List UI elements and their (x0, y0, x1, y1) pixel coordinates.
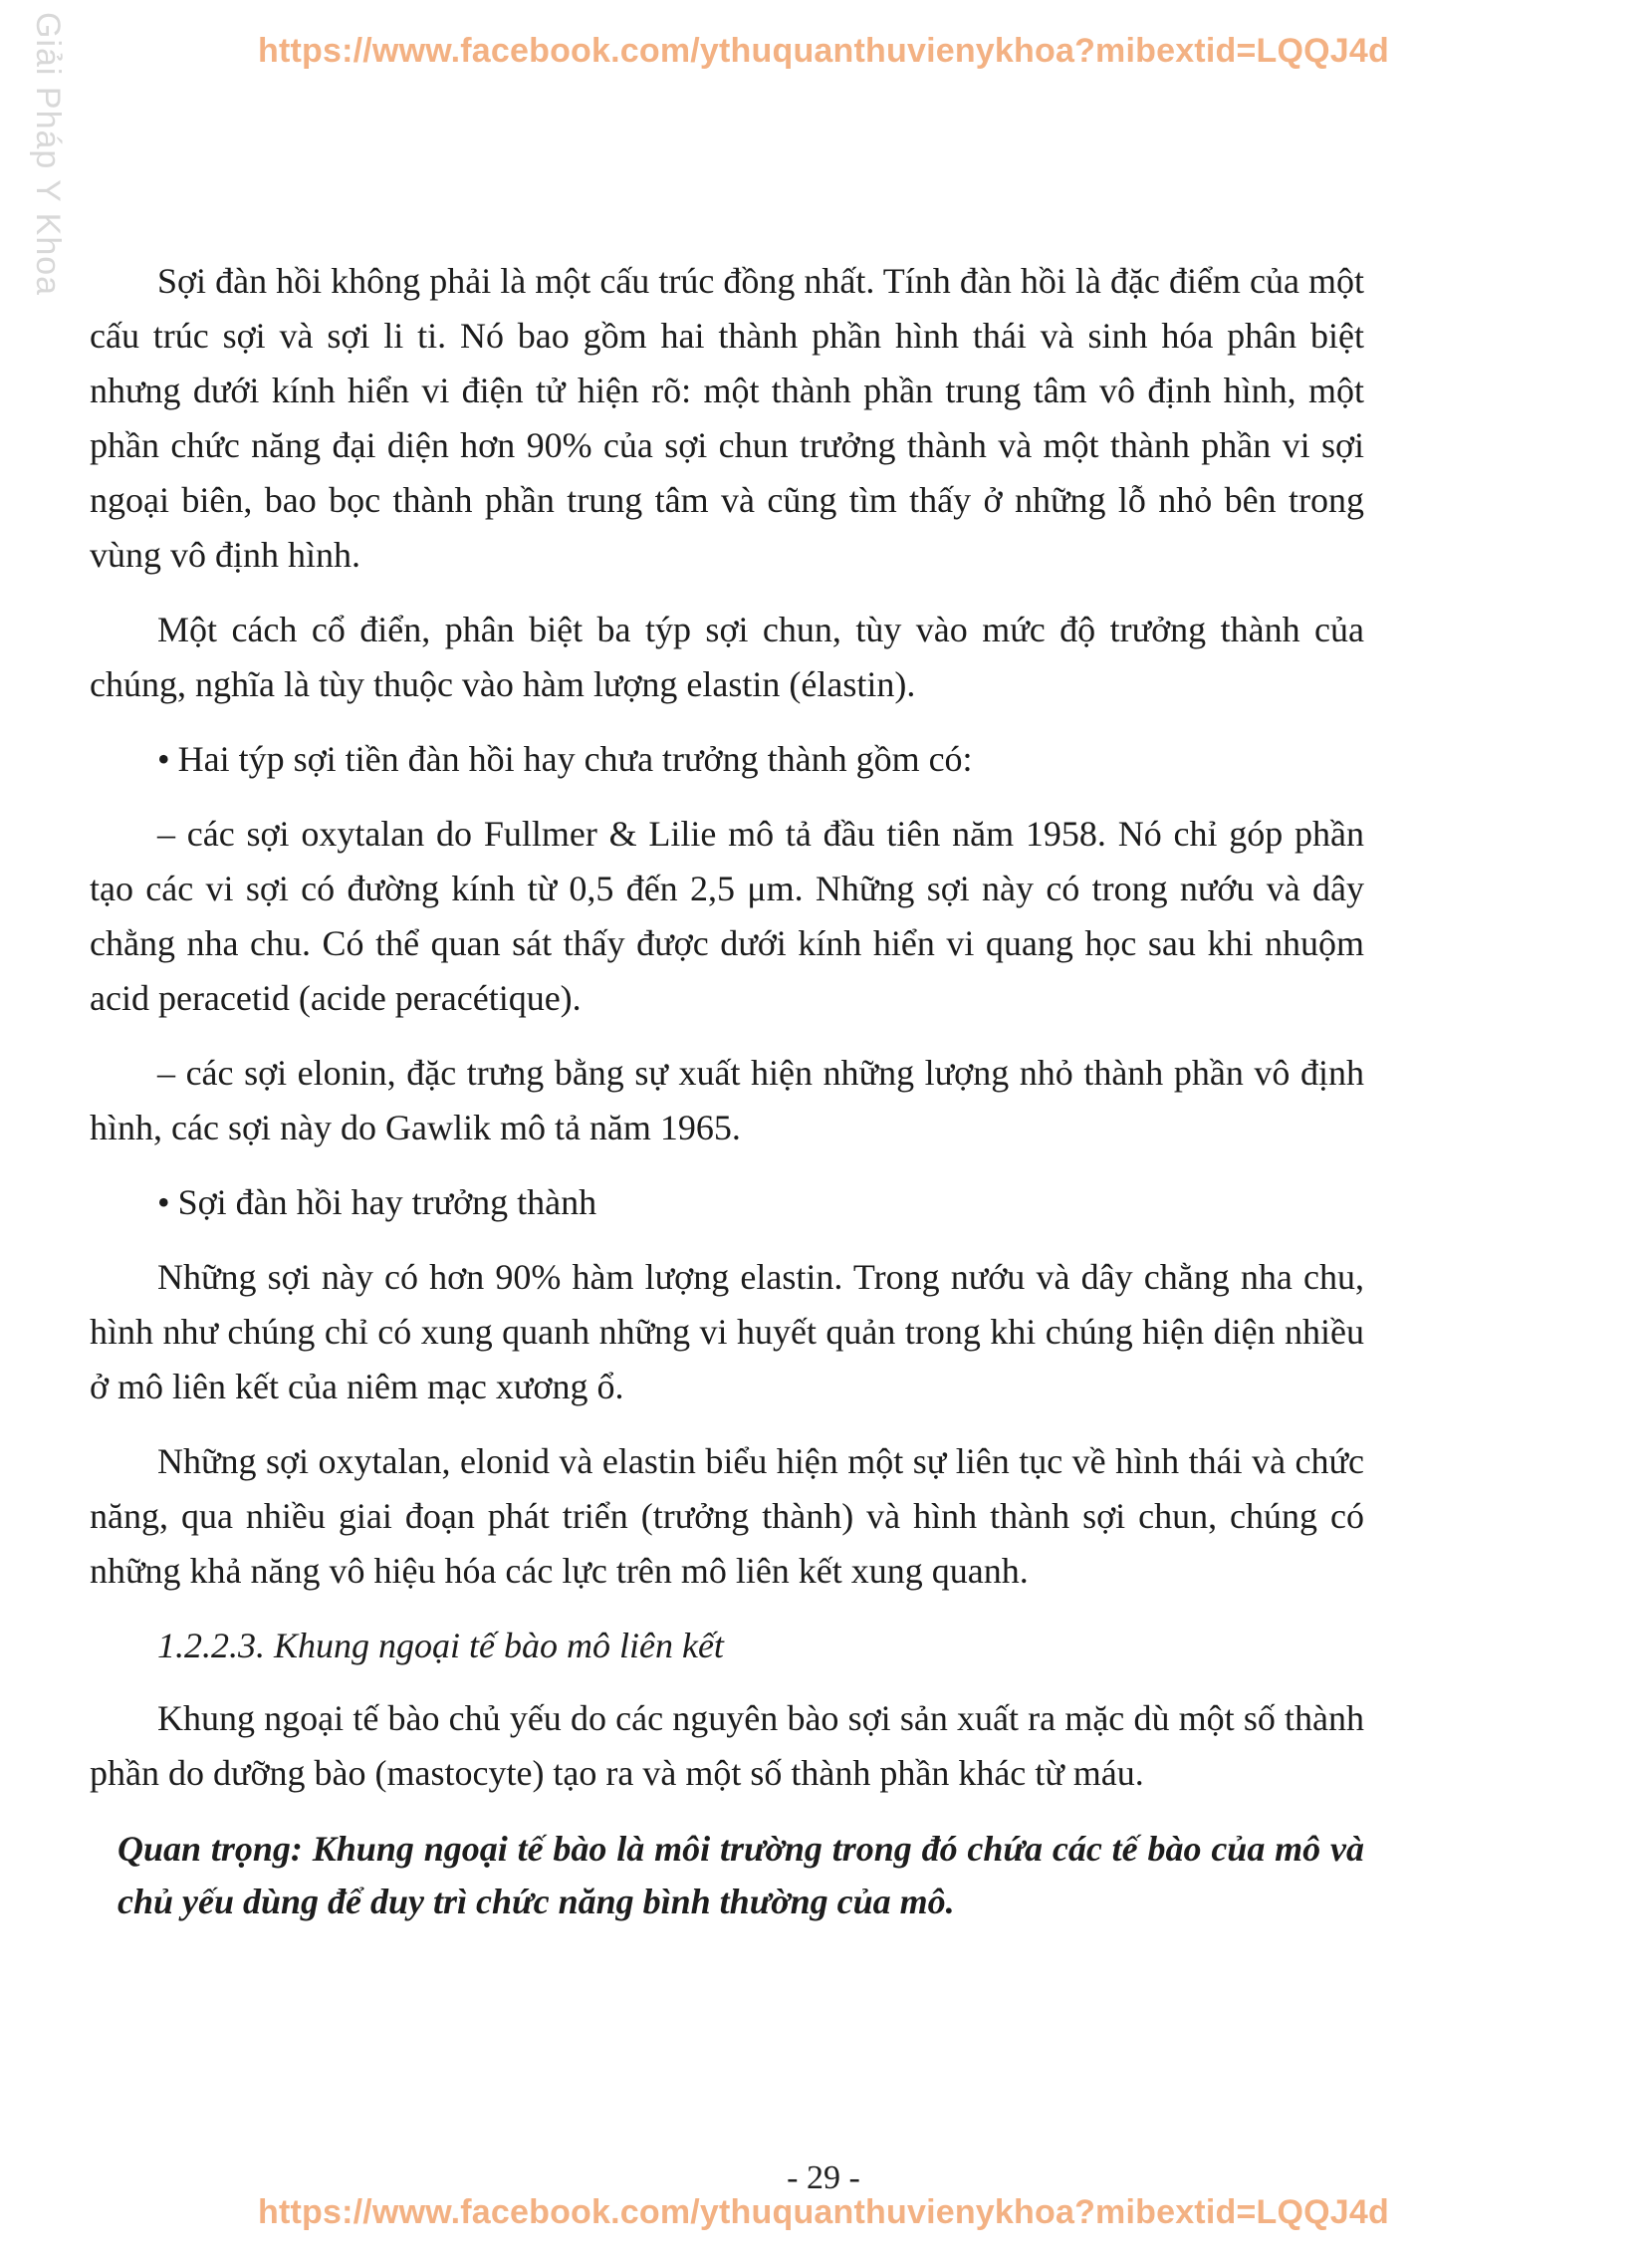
section-heading: 1.2.2.3. Khung ngoại tế bào mô liên kết (157, 1626, 724, 1665)
important-note-text: Khung ngoại tế bào là môi trường trong đó chứa các tế bào của mô và chủ yếu dùng để duy trì chức năng bình thường của mô. (118, 1829, 1365, 1921)
paragraph-mature-fibers: Những sợi này có hơn 90% hàm lượng elastin. Trong nướu và dây chằng nha chu, hình như chúng chỉ có xung quanh những vi huyết quản trong khi chúng hiện diện nhiều ở mô liên kết của niêm mạc xương ổ. (90, 1257, 1364, 1406)
side-watermark: Giải Pháp Y Khoa (29, 12, 67, 297)
bullet-icon: • (157, 739, 170, 779)
page-content (90, 254, 1364, 1948)
bullet-mature-text: Sợi đàn hồi hay trưởng thành (177, 1182, 597, 1222)
bullet-icon: • (157, 1182, 170, 1222)
important-note-label: Quan trọng: (118, 1829, 303, 1869)
bullet-immature-text: Hai týp sợi tiền đàn hồi hay chưa trưởng thành gồm có: (177, 739, 973, 779)
item-oxytalan: – các sợi oxytalan do Fullmer & Lilie mô tả đầu tiên năm 1958. Nó chỉ góp phần tạo các vi sợi có đường kính từ 0,5 đến 2,5 μm. Những sợi này có trong nướu và dây chằng nha chu. Có thể quan sát thấy được dưới kính hiển vi quang học sau khi nhuộm acid peracetid (acide peracétique). (90, 814, 1364, 1018)
item-elonin: – các sợi elonin, đặc trưng bằng sự xuất hiện những lượng nhỏ thành phần vô định hình, các sợi này do Gawlik mô tả năm 1965. (90, 1053, 1364, 1147)
watermark-url-bottom: https://www.facebook.com/ythuquanthuvienykhoa?mibextid=LQQJ4d (258, 2193, 1389, 2231)
bullet-mature-fibers (90, 1175, 1364, 1230)
paragraph-continuity: Những sợi oxytalan, elonid và elastin biểu hiện một sự liên tục về hình thái và chức năng, qua nhiều giai đoạn phát triển (trưởng thành) và hình thành sợi chun, chúng có những khả năng vô hiệu hóa các lực trên mô liên kết xung quanh. (90, 1441, 1364, 1591)
bullet-immature-fibers (90, 732, 1364, 787)
watermark-url-top: https://www.facebook.com/ythuquanthuvienykhoa?mibextid=LQQJ4d (258, 32, 1389, 70)
paragraph-elastic-structure: Sợi đàn hồi không phải là một cấu trúc đồng nhất. Tính đàn hồi là đặc điểm của một cấu trúc sợi và sợi li ti. Nó bao gồm hai thành phần hình thái và sinh hóa phân biệt nhưng dưới kính hiển vi điện tử hiện rõ: một thành phần trung tâm vô định hình, một phần chức năng đại diện hơn 90% của sợi chun trưởng thành và một thành phần vi sợi ngoại biên, bao bọc thành phần trung tâm và cũng tìm thấy ở những lỗ nhỏ bên trong vùng vô định hình. (90, 261, 1364, 575)
page-number: - 29 - (787, 2159, 860, 2196)
important-note (90, 1823, 1364, 1928)
paragraph-three-types: Một cách cổ điển, phân biệt ba týp sợi chun, tùy vào mức độ trưởng thành của chúng, nghĩa là tùy thuộc vào hàm lượng elastin (élastin). (90, 610, 1364, 704)
paragraph-extracellular-matrix: Khung ngoại tế bào chủ yếu do các nguyên bào sợi sản xuất ra mặc dù một số thành phần do dưỡng bào (mastocyte) tạo ra và một số thành phần khác từ máu. (90, 1698, 1364, 1793)
